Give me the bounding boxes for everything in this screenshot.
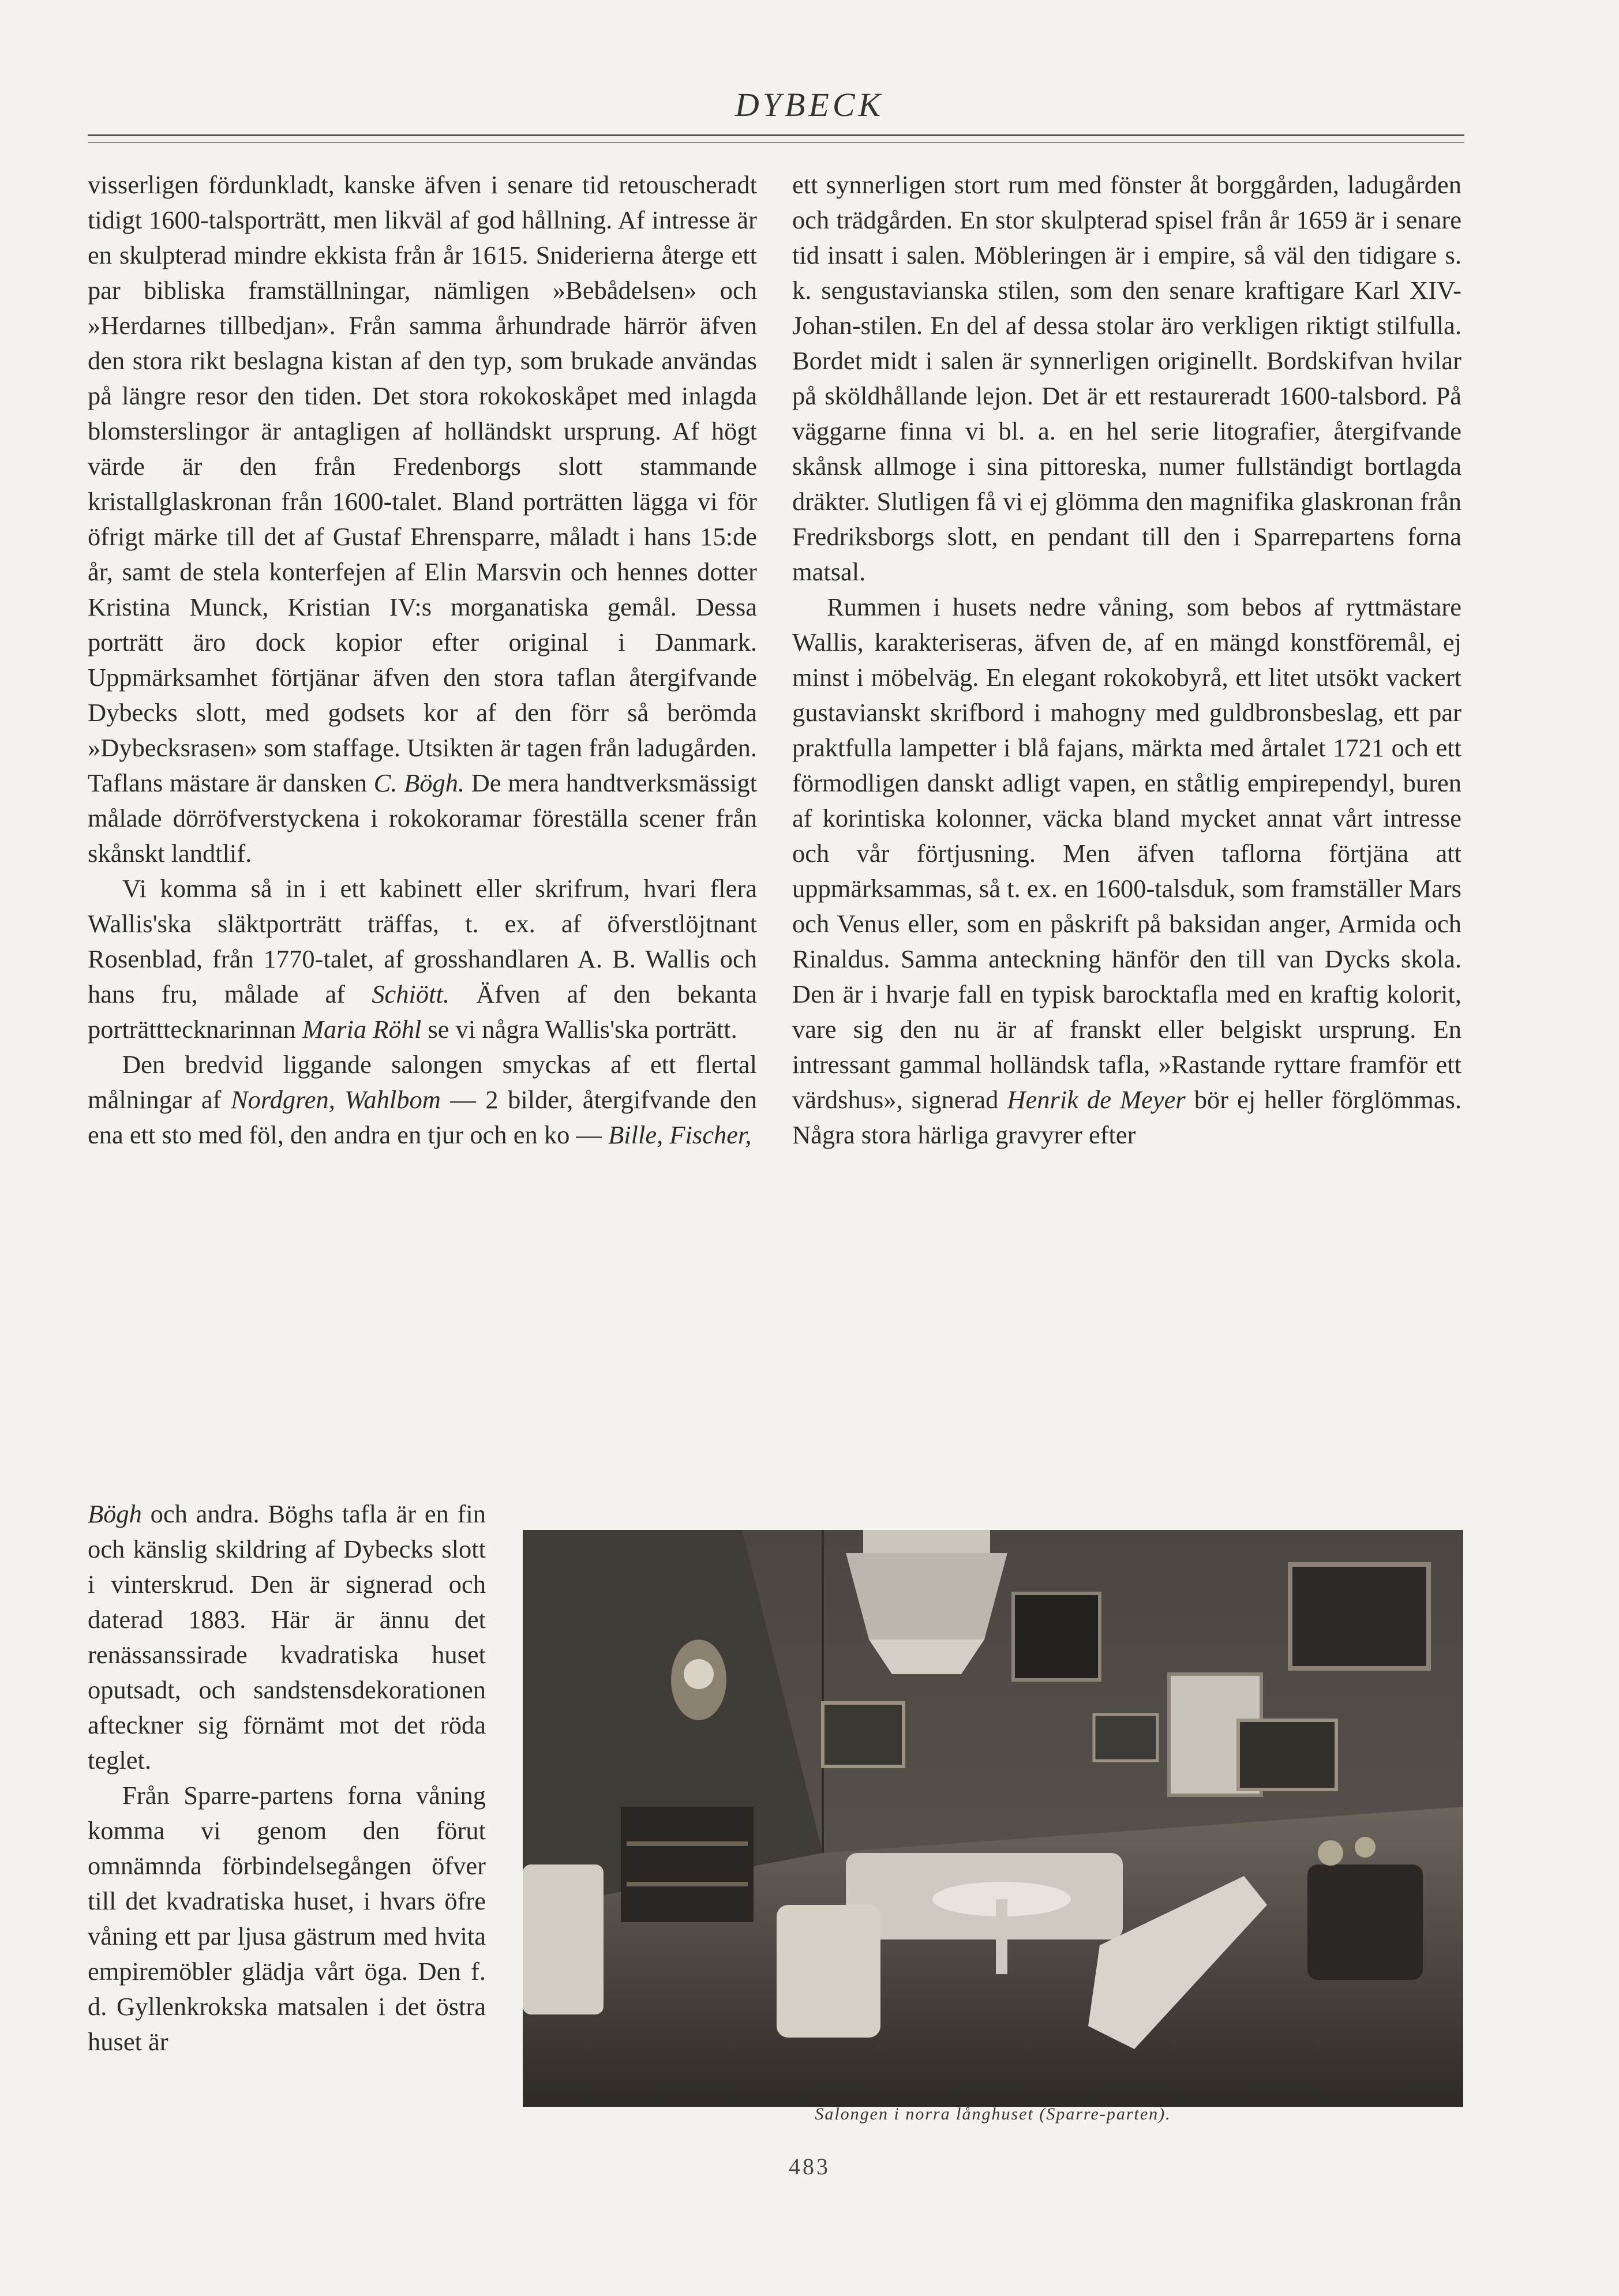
text-run: ett synnerligen stort rum med fönster åt borggården, ladugården och trädgården. En stor skulpterad spisel från år 1659 är i senare tid insatt i salen. Möbleringen är i empire, så väl den tidigare s. k. sengustavianska stilen, som den senare kraftigare Karl XIV-Johan-stilen. En del af dessa stolar äro verkligen riktigt stilfulla. Bordet midt i salen är synnerligen originellt. Bordskifvan hvilar på sköldhållande lejon. Det är ett restaureradt 1600-talsbord. På väggarne finna vi bl. a. en hel serie litografier, återgifvande skånsk allmoge i sina pittoreska, numer fullständigt bortlagda dräkter. Slutligen få vi ej glömma den magnifika glaskronan från Fredriksborgs slott, en pendant till den i Sparrepartens forna matsal. (792, 170, 1461, 586)
artist-name: Nordgren, Wahlbom (230, 1085, 441, 1114)
artist-name: C. Bögh. (373, 768, 465, 797)
text-run: visserligen fördunkladt, kanske äfven i senare tid retouscheradt tidigt 1600-talsporträtt, men likväl af god hållning. Af intresse är en skulpterad mindre ekkista från år 1615. Sniderierna återge ett par bibliska framställningar, nämligen »Bebådelsen» och »Herdarnes tillbedjan». Från samma århundrade härrör äfven den stora rikt beslagna kistan af den typ, som brukade användas på längre resor den tiden. Det stora rokokoskåpet med inlagda blomsterslingor är antagligen af holländskt ursprung. Af högt värde är den från Fredenborgs slott stammande kristallglaskronan från 1600-talet. Bland porträtten lägga vi för öfrigt märke till det af Gustaf Ehrensparre, måladt i hans 15:de år, samt de stela konterfejen af Elin Marsvin och hennes dotter Kristina Munck, Kristian IV:s morganatiska gemål. Dessa porträtt äro dock kopior efter original i Danmark. Uppmärksamhet förtjänar äfven den stora taflan återgifvande Dybecks slott, med godsets kor af den förr så berömda »Dybecksrasen» som staffage. Utsikten är tagen från ladugården. Taflans mästare är dansken (88, 170, 757, 797)
text-run: Äfven af den bekanta porträtttecknarinnan (88, 980, 757, 1044)
right-column (792, 167, 1461, 1153)
text-run: bör ej heller förglömmas. Några stora härliga gravyrer efter (792, 1085, 1461, 1149)
artist-name: Henrik de Meyer (1007, 1085, 1186, 1114)
text-run: Från Sparre-partens forna våning komma vi genom den förut omnämnda förbindelsegången öfver till det kvadratiska huset, i hvars öfre våning ett par ljusa gästrum med hvita empiremöbler glädja vårt öga. Den f. d. Gyllenkrokska matsalen i det östra huset är (88, 1781, 486, 2056)
artist-name: Schiött. (372, 980, 449, 1008)
paragraph (792, 590, 1461, 1153)
photo-caption: Salongen i norra långhuset (Sparre-parten). (815, 2104, 1171, 2124)
paragraph (88, 871, 757, 1047)
header-rule (88, 134, 1464, 136)
paragraph (88, 1778, 486, 2059)
paragraph (88, 1496, 486, 1778)
running-header: DYBECK (734, 86, 885, 123)
artist-name: Bögh (88, 1499, 142, 1528)
artist-name: Bille, Fischer, (608, 1120, 752, 1149)
paragraph (792, 167, 1461, 590)
salon-photograph (523, 1530, 1463, 2107)
left-column-lower (88, 1496, 486, 2059)
text-run: Vi komma så in i ett kabinett eller skrifrum, hvari flera Wallis'ska släktporträtt träffas, t. ex. af öfverstlöjtnant Rosenblad, från 1770-talet, af grosshandlaren A. B. Wallis och hans fru, målade af (88, 874, 757, 1008)
text-run: och andra. Böghs tafla är en fin och känslig skildring af Dybecks slott i vinterskrud. Den är signerad och daterad 1883. Här är ännu det renässanssirade kvadratiska huset oputsadt, och sandstensdekorationen afteckner sig förnämt mot det röda teglet. (88, 1499, 486, 1774)
paragraph (88, 167, 757, 871)
text-run: se vi några Wallis'ska porträtt. (428, 1015, 737, 1044)
salon-photo-illustration (523, 1530, 1463, 2107)
paragraph (88, 1047, 757, 1153)
text-run: Den bredvid liggande salongen smyckas af ett flertal målningar af (88, 1050, 757, 1114)
page-number: 483 (789, 2154, 830, 2179)
text-run: — 2 bilder, återgifvande den ena ett sto med föl, den andra en tjur och en ko — (88, 1085, 758, 1149)
text-run: Rummen i husets nedre våning, som bebos af ryttmästare Wallis, karakteriseras, äfven de, af en mängd konstföremål, ej minst i möbelväg. En elegant rokokobyrå, ett litet utsökt vackert gustavianskt skrifbord i mahogny med guldbronsbeslag, ett par praktfulla lampetter i blå fajans, märkta med årtalet 1721 och ett förmodligen danskt adligt vapen, en ståtlig empirependyl, buren af korintiska kolonner, väcka bland mycket annat vårt intresse och vår förtjusning. Men äfven taflorna förtjäna att uppmärksammas, så t. ex. en 1600-talsduk, som framställer Mars och Venus eller, som en påskrift på baksidan anger, Armida och Rinaldus. Samma anteckning hänför den till van Dycks skola. Den är i hvarje fall en typisk barocktafla med en kraftig kolorit, vare sig den nu är af franskt eller belgiskt ursprung. En intressant gammal holländsk tafla, »Rastande ryttare framför ett värdshus», signerad (792, 592, 1461, 1114)
artist-name: Maria Röhl (302, 1015, 422, 1044)
left-column (88, 167, 757, 1153)
text-run: De mera handtverksmässigt målade dörröfverstyckena i rokokoramar föreställa scener från skånskt landtlif. (88, 768, 757, 868)
header-rule-thin (88, 142, 1464, 143)
